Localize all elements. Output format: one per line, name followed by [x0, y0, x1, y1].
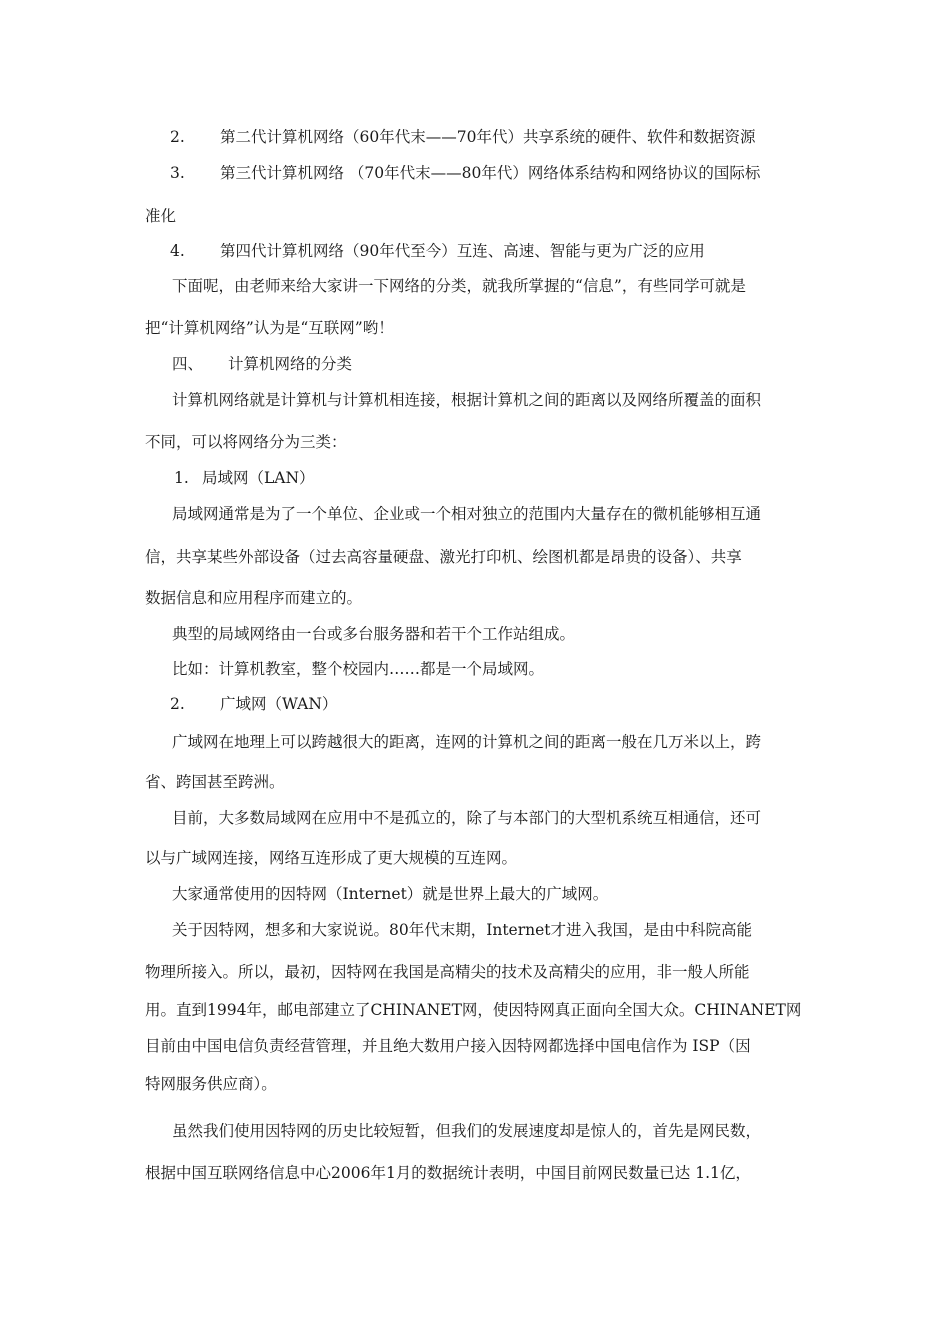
section-heading: 计算机网络的分类: [228, 355, 353, 373]
paragraph-line: 以与广域网连接，网络互连形成了更大规模的互连网。: [145, 849, 518, 867]
subsection-number: 1.: [174, 469, 189, 487]
paragraph-line: 数据信息和应用程序而建立的。: [145, 589, 363, 607]
list-item-text-continued: 准化: [145, 207, 177, 225]
subsection-heading: 局域网（LAN）: [202, 469, 315, 487]
list-item-text: 第三代计算机网络 （70年代末——80年代）网络体系结构和网络协议的国际标: [220, 164, 761, 182]
list-item-text: 第四代计算机网络（90年代至今）互连、高速、智能与更为广泛的应用: [220, 242, 705, 260]
paragraph-line: 虽然我们使用因特网的历史比较短暂，但我们的发展速度却是惊人的，首先是网民数，: [172, 1122, 762, 1140]
paragraph-line: 把“计算机网络”认为是“互联网”哟！: [145, 319, 394, 337]
paragraph-line: 目前，大多数局域网在应用中不是孤立的，除了与本部门的大型机系统互相通信，还可: [172, 809, 762, 827]
paragraph-line: 下面呢，由老师来给大家讲一下网络的分类，就我所掌握的“信息”，有些同学可就是: [172, 277, 746, 295]
list-number: 2.: [170, 128, 185, 146]
paragraph-line: 根据中国互联网络信息中心2006年1月的数据统计表明，中国目前网民数量已达 1.1亿，: [145, 1164, 751, 1182]
paragraph-line: 用。直到1994年，邮电部建立了CHINANET网，使因特网真正面向全国大众。CHINANET网: [145, 1001, 802, 1019]
list-number: 3.: [170, 164, 185, 182]
paragraph-line: 计算机网络就是计算机与计算机相连接，根据计算机之间的距离以及网络所覆盖的面积: [172, 391, 762, 409]
paragraph-line: 典型的局域网络由一台或多台服务器和若干个工作站组成。: [172, 625, 576, 643]
list-item-text: 第二代计算机网络（60年代末——70年代）共享系统的硬件、软件和数据资源: [220, 128, 756, 146]
section-number: 四、: [172, 355, 204, 373]
paragraph-line: 比如：计算机教室，整个校园内……都是一个局域网。: [172, 660, 545, 678]
paragraph-line: 不同，可以将网络分为三类：: [145, 433, 347, 451]
subsection-number: 2.: [170, 695, 185, 713]
subsection-heading: 广域网（WAN）: [220, 695, 338, 713]
list-number: 4.: [170, 242, 185, 260]
paragraph-line: 广域网在地理上可以跨越很大的距离，连网的计算机之间的距离一般在几万米以上，跨: [172, 733, 762, 751]
paragraph-line: 省、跨国甚至跨洲。: [145, 773, 285, 791]
paragraph-line: 信，共享某些外部设备（过去高容量硬盘、激光打印机、绘图机都是昂贵的设备）、共享: [145, 548, 742, 566]
paragraph-line: 关于因特网，想多和大家说说。80年代末期，Internet才进入我国，是由中科院高能: [172, 921, 753, 939]
paragraph-line: 目前由中国电信负责经营管理，并且绝大数用户接入因特网都选择中国电信作为 ISP（因: [145, 1037, 751, 1055]
paragraph-line: 局域网通常是为了一个单位、企业或一个相对独立的范围内大量存在的微机能够相互通: [172, 505, 762, 523]
paragraph-line: 物理所接入。所以，最初，因特网在我国是高精尖的技术及高精尖的应用，非一般人所能: [145, 963, 750, 981]
paragraph-line: 大家通常使用的因特网（Internet）就是世界上最大的广域网。: [172, 885, 609, 903]
paragraph-line: 特网服务供应商）。: [145, 1075, 277, 1093]
